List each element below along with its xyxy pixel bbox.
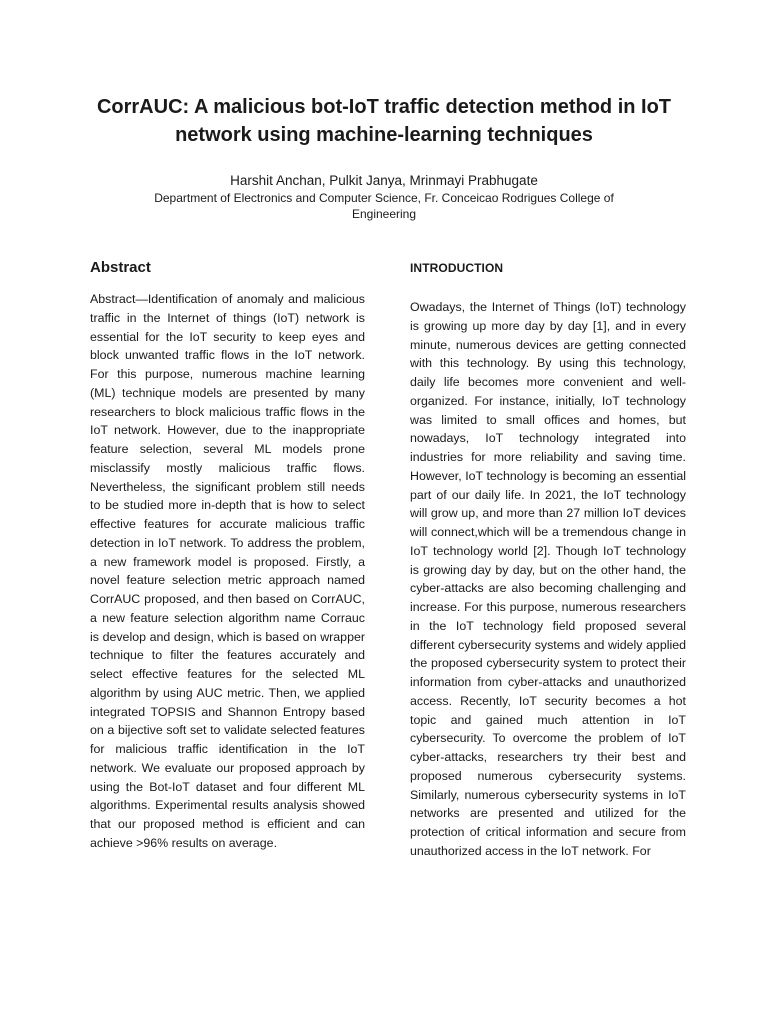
abstract-section bbox=[90, 258, 365, 853]
author-affiliation: Department of Electronics and Computer Science, Fr. Conceicao Rodrigues College of Engineering bbox=[154, 191, 614, 221]
abstract-text: Abstract—Identification of anomaly and malicious traffic in the Internet of things (IoT) network is essential for the IoT security to keep eyes and block unwanted traffic flows in the IoT network. For this purpose, numerous machine learning (ML) technique models are presented by many researchers to block malicious traffic flows in the IoT network. However, due to the inappropriate feature selection, several ML models prone misclassify mostly malicious traffic flows. Nevertheless, the significant problem still needs to be studied more in-depth that is how to select effective features for accurate malicious traffic detection in IoT network. To address the problem, a new framework model is proposed. Firstly, a novel feature selection metric approach named CorrAUC proposed, and then based on CorrAUC, a new feature selection algorithm name Corrauc is develop and design, which is based on wrapper technique to filter the features accurately and select effective features for the selected ML algorithm by using AUC metric. Then, we applied integrated TOPSIS and Shannon Entropy based on a bijective soft set to validate selected features for malicious traffic identification in the IoT network. We evaluate our proposed approach by using the Bot-IoT dataset and four different ML algorithms. Experimental results analysis showed that our proposed method is efficient and can achieve >96% results on average. bbox=[90, 292, 365, 850]
introduction-section bbox=[410, 258, 686, 861]
abstract-heading: Abstract bbox=[90, 259, 151, 276]
introduction-heading: INTRODUCTION bbox=[410, 261, 504, 275]
introduction-text: Owadays, the Internet of Things (IoT) technology is growing up more day by day [1], and in every minute, numerous devices are getting connected with this technology. By using this technology, daily life becomes more convenient and well-organized. For instance, initially, IoT technology was limited to small offices and homes, but nowadays, IoT technology integrated into industries for more reliability and saving time. However, IoT technology is becoming an essential part of our daily life. In 2021, the IoT technology will grow up, and more than 27 million IoT devices will connect,which will be a tremendous change in IoT technology world [2]. Though IoT technology is growing day by day, but on the other hand, the cyber-attacks are also becoming challenging and increase. For this purpose, numerous researchers in the IoT technology field proposed several different cybersecurity systems and widely applied the proposed cybersecurity system to protect their information from cyber-attacks and unauthorized access. Recently, IoT security becomes a hot topic and gained much attention in IoT cybersecurity. To overcome the problem of IoT cyber-attacks, researchers try their best and proposed numerous cybersecurity systems. Similarly, numerous cybersecurity systems in IoT networks are presented and utilized for the protection of critical information and secure from unauthorized access in the IoT network. For bbox=[410, 300, 686, 858]
author-list: Harshit Anchan, Pulkit Janya, Mrinmayi Prabhugate bbox=[230, 173, 538, 188]
paper-title: CorrAUC: A malicious bot-IoT traffic detection method in IoT network using machine-learning techniques bbox=[96, 96, 672, 146]
